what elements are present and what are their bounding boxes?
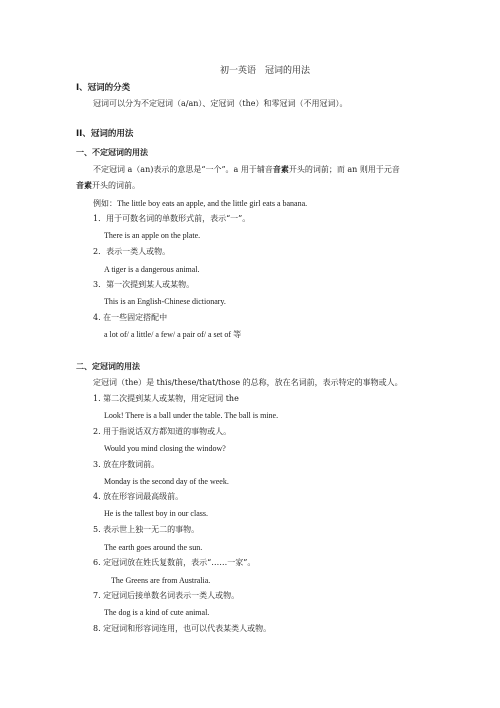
rule-item: 3．第一次提到某人或某物。	[93, 280, 195, 289]
subheading-definite-article: 二、定冠词的用法	[76, 362, 140, 371]
rule-item: 3. 放在序数词前。	[93, 460, 160, 469]
indefinite-example	[93, 198, 307, 209]
subheading-indefinite-article: 一、不定冠词的用法	[76, 148, 148, 157]
rule-item: 2．表示一类人或物。	[93, 247, 171, 256]
example-sentence: The dog is a kind of cute animal.	[104, 608, 210, 617]
definite-intro: 定冠词（the）是 this/these/that/those 的总称，放在名词前，表示特定的事物或人。	[93, 378, 403, 387]
rule-item: 4. 放在形容词最高级前。	[93, 492, 184, 501]
example-sentence: The earth goes around the sun.	[104, 543, 203, 552]
intro-text: 不定冠词 a（an)表示的意思是“一个”。a 用于辅音	[93, 165, 273, 174]
example-sentence: This is an English-Chinese dictionary.	[104, 297, 226, 306]
rule-item: 7. 定冠词后接单数名词表示一类人或物。	[93, 591, 240, 600]
section-heading-classification: I、冠词的分类	[76, 83, 131, 93]
rule-item: 1. 第二次提到某人或某物，用定冠词 the	[93, 394, 239, 403]
classification-text: 冠词可以分为不定冠词（a/an）、定冠词（the）和零冠词（不用冠词）。	[93, 99, 348, 108]
indefinite-intro-line2	[76, 180, 140, 191]
example-sentence: He is the tallest boy in our class.	[104, 509, 208, 518]
document-title: 初一英语 冠词的用法	[220, 66, 311, 76]
example-sentence: a lot of/ a little/ a few/ a pair of/ a set of 等	[104, 330, 242, 339]
rule-item: 2. 用于指说话双方都知道的事物或人。	[93, 427, 232, 436]
example-sentence: Look! There is a ball under the table. The ball is mine.	[104, 411, 279, 420]
rule-item: 1．用于可数名词的单数形式前，表示“一”。	[93, 214, 251, 223]
intro-text: 开头的词前。	[92, 181, 140, 190]
example-sentence: Monday is the second day of the week.	[104, 477, 229, 486]
rule-item: 8. 定冠词和形容词连用，也可以代表某类人或物。	[93, 624, 272, 633]
example-sentence: The little boy eats an apple, and the little girl eats a banana.	[117, 199, 308, 208]
rule-item: 6. 定冠词放在姓氏复数前，表示“……一家”。	[93, 558, 256, 567]
example-sentence: There is an apple on the plate.	[104, 231, 201, 240]
example-sentence: A tiger is a dangerous animal.	[104, 265, 200, 274]
example-sentence: The Greens are from Australia.	[111, 576, 211, 585]
intro-text: 开头的词前；而 an 则用于元音	[288, 165, 400, 174]
example-label: 例如：	[93, 199, 117, 208]
rule-item: 4. 在一些固定搭配中	[93, 313, 168, 322]
example-sentence: Would you mind closing the window?	[104, 444, 226, 453]
section-heading-usage: II、冠词的用法	[76, 129, 134, 139]
intro-bold-term: 音素	[272, 164, 289, 174]
rule-item: 5. 表示世上独一无二的事物。	[93, 525, 200, 534]
indefinite-intro-line1	[93, 164, 400, 175]
intro-bold-term: 音素	[76, 180, 92, 190]
